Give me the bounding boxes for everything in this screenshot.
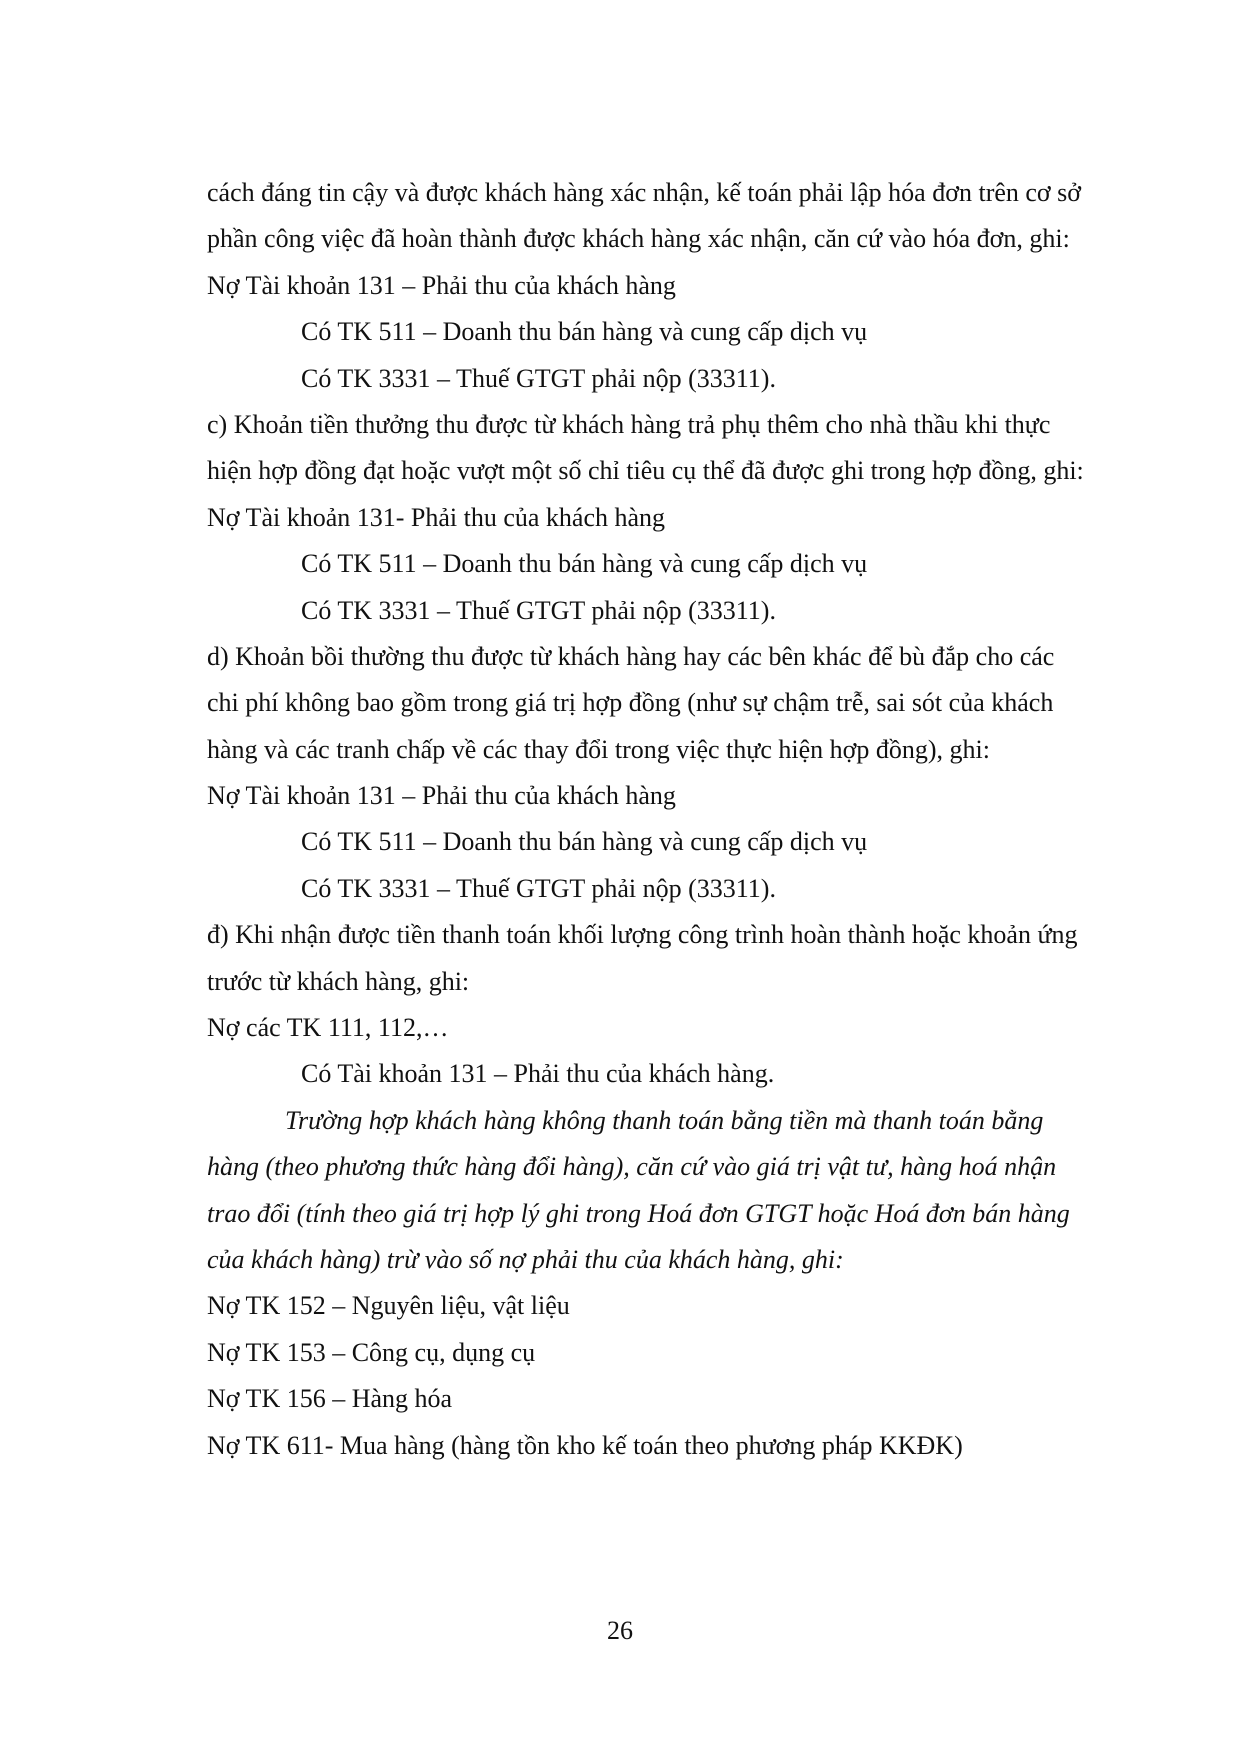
italic-paragraph-line: trao đổi (tính theo giá trị hợp lý ghi trong Hoá đơn GTGT hoặc Hoá đơn bán hàng [207,1198,1070,1228]
journal-debit-line: Nợ Tài khoản 131- Phải thu của khách hàng [207,502,666,532]
text-line: hiện hợp đồng đạt hoặc vượt một số chỉ tiêu cụ thể đã được ghi trong hợp đồng, ghi: [207,456,1084,486]
journal-debit-line: Nợ Tài khoản 131 – Phải thu của khách hàng [207,781,676,811]
text-line: hàng và các tranh chấp về các thay đổi trong việc thực hiện hợp đồng), ghi: [207,734,991,764]
journal-debit-line: Nợ TK 153 – Công cụ, dụng cụ [207,1337,536,1367]
journal-credit-line: Có TK 511 – Doanh thu bán hàng và cung cấp dịch vụ [301,317,868,347]
text-line: chi phí không bao gồm trong giá trị hợp đồng (như sự chậm trễ, sai sót của khách [207,688,1054,718]
journal-debit-line: Nợ TK 611- Mua hàng (hàng tồn kho kế toán theo phương pháp KKĐK) [207,1430,963,1460]
text-line: d) Khoản bồi thường thu được từ khách hàng hay các bên khác để bù đắp cho các [207,641,1055,671]
journal-debit-line: Nợ các TK 111, 112,… [207,1013,449,1043]
journal-credit-line: Có TK 3331 – Thuế GTGT phải nộp (33311). [301,873,776,903]
journal-credit-line: Có Tài khoản 131 – Phải thu của khách hàng. [301,1059,775,1089]
journal-debit-line: Nợ TK 156 – Hàng hóa [207,1384,453,1414]
text-line: phần công việc đã hoàn thành được khách hàng xác nhận, căn cứ vào hóa đơn, ghi: [207,224,1070,254]
journal-debit-line: Nợ Tài khoản 131 – Phải thu của khách hàng [207,270,676,300]
italic-paragraph-line: hàng (theo phương thức hàng đổi hàng), căn cứ vào giá trị vật tư, hàng hoá nhận [207,1152,1057,1182]
text-line: cách đáng tin cậy và được khách hàng xác nhận, kế toán phải lập hóa đơn trên cơ sở [207,178,1082,207]
journal-credit-line: Có TK 511 – Doanh thu bán hàng và cung cấp dịch vụ [301,827,868,857]
page-body [207,170,1127,1469]
text-line: đ) Khi nhận được tiền thanh toán khối lượng công trình hoàn thành hoặc khoản ứng [207,920,1078,950]
journal-credit-line: Có TK 3331 – Thuế GTGT phải nộp (33311). [301,363,776,393]
text-line: c) Khoản tiền thưởng thu được từ khách hàng trả phụ thêm cho nhà thầu khi thực [207,409,1051,439]
italic-paragraph-line: của khách hàng) trừ vào số nợ phải thu của khách hàng, ghi: [207,1244,844,1274]
text-line: trước từ khách hàng, ghi: [207,966,470,996]
italic-paragraph-line: Trường hợp khách hàng không thanh toán bằng tiền mà thanh toán bằng [285,1105,1044,1135]
page-number: 26 [607,1616,633,1645]
journal-credit-line: Có TK 511 – Doanh thu bán hàng và cung cấp dịch vụ [301,549,868,579]
journal-credit-line: Có TK 3331 – Thuế GTGT phải nộp (33311). [301,595,776,625]
journal-debit-line: Nợ TK 152 – Nguyên liệu, vật liệu [207,1291,570,1321]
